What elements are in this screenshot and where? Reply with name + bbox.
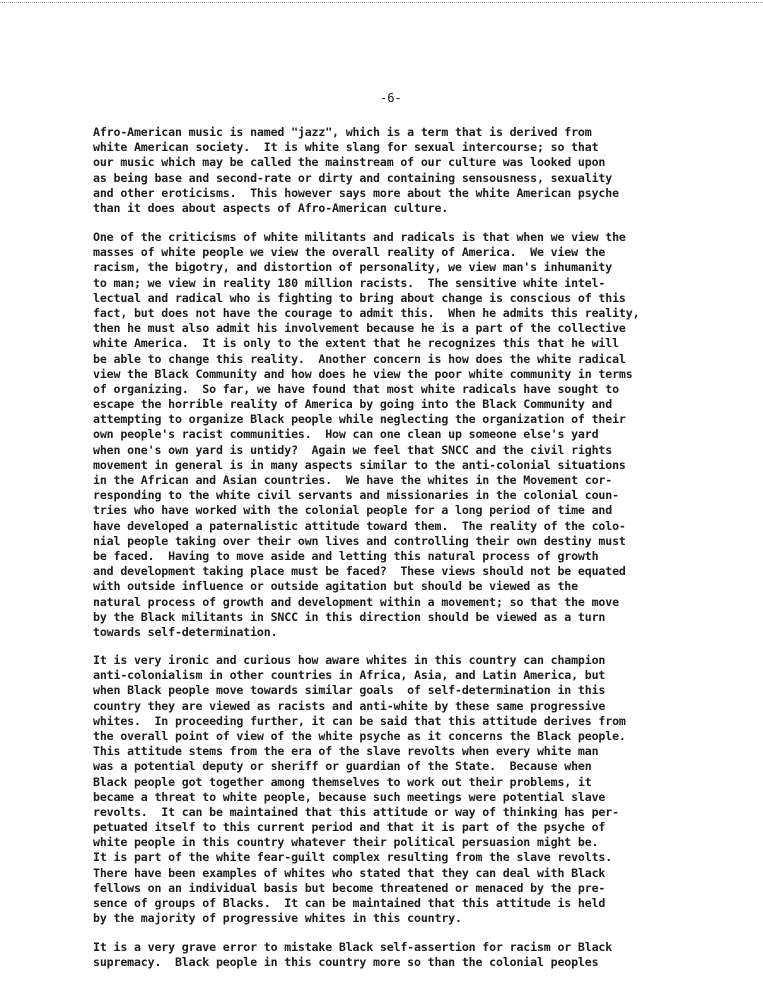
text-line: when one's own yard is untidy? Again we feel that SNCC and the civil rights	[93, 442, 613, 457]
text-line: the overall point of view of the white psyche as it concerns the Black people.	[93, 728, 626, 743]
paragraph-4	[93, 940, 612, 970]
text-line: fellows on an individual basis but become threatened or menaced by the pre-	[93, 880, 606, 895]
text-line: country they are viewed as racists and anti-white by these same progressive	[93, 698, 606, 713]
text-line: There have been examples of whites who stated that they can deal with Black	[93, 865, 606, 880]
text-line: and development taking place must be faced? These views should not be equated	[93, 564, 626, 579]
text-line: to man; we view in reality 180 million racists. The sensitive white intel-	[93, 275, 606, 290]
text-line: attempting to organize Black people while neglecting the organization of their	[93, 412, 626, 427]
page-top-edge	[0, 2, 763, 3]
paragraph-3	[93, 653, 626, 926]
text-line: and other eroticisms. This however says more about the white American psyche	[93, 185, 619, 200]
text-line: natural process of growth and development within a movement; so that the move	[93, 594, 619, 609]
text-line: It is a very grave error to mistake Black self-assertion for racism or Black	[93, 940, 613, 954]
text-line: lectual and radical who is fighting to bring about change is conscious of this	[93, 290, 626, 305]
text-line: be able to change this reality. Another concern is how does the white radical	[93, 351, 626, 366]
text-line: Afro-American music is named "jazz", which is a term that is derived from	[93, 125, 592, 139]
paragraph-2	[93, 230, 639, 640]
text-line: became a threat to white people, because such meetings were potential slave	[93, 789, 606, 804]
text-line: by the Black militants in SNCC in this direction should be viewed as a turn	[93, 609, 606, 624]
text-line: own people's racist communities. How can one clean up someone else's yard	[93, 427, 599, 442]
text-line: towards self-determination.	[93, 624, 278, 639]
text-line: racism, the bigotry, and distortion of personality, we view man's inhumanity	[93, 260, 613, 275]
text-line: escape the horrible reality of America by going into the Black Community and	[93, 397, 613, 412]
text-line: It is very ironic and curious how aware whites in this country can champion	[93, 653, 606, 667]
text-line: This attitude stems from the era of the slave revolts when every white man	[93, 744, 599, 759]
text-line: then he must also admit his involvement because he is a part of the collective	[93, 321, 626, 336]
text-line: masses of white people we view the overall reality of America. We view the	[93, 245, 606, 260]
text-line: view the Black Community and how does he view the poor white community in terms	[93, 366, 633, 381]
text-line: sence of groups of Blacks. It can be maintained that this attitude is held	[93, 896, 606, 910]
text-line: fact, but does not have the courage to admit this. When he admits this reality,	[93, 305, 640, 320]
text-line: nial people taking over their own lives and controlling their own destiny must	[93, 533, 626, 548]
page-number: -6-	[380, 91, 402, 105]
text-line: white American society. It is white slang for sexual intercourse; so that	[93, 140, 599, 155]
text-line: than it does about aspects of Afro-American culture.	[93, 200, 449, 215]
text-line: tries who have worked with the colonial people for a long period of time and	[93, 503, 613, 518]
text-line: was a potential deputy or sheriff or guardian of the State. Because when	[93, 759, 592, 774]
text-line: as being base and second-rate or dirty and containing sensousness, sexuality	[93, 170, 613, 185]
text-line: be faced. Having to move aside and letting this natural process of growth	[93, 548, 599, 563]
paragraph-1	[93, 125, 619, 216]
text-line: white America. It is only to the extent that he recognizes this that he will	[93, 336, 619, 351]
text-line: One of the criticisms of white militants and radicals is that when we view the	[93, 230, 626, 244]
text-line: in the African and Asian countries. We have the whites in the Movement cor-	[93, 473, 613, 487]
text-line: white people in this country whatever their political persuasion might be.	[93, 835, 599, 850]
text-line: with outside influence or outside agitation but should be viewed as the	[93, 579, 578, 594]
text-line: our music which may be called the mainstream of our culture was looked upon	[93, 155, 606, 170]
text-line: movement in general is in many aspects similar to the anti-colonial situations	[93, 457, 626, 472]
text-line: by the majority of progressive whites in this country.	[93, 911, 462, 926]
text-line: responding to the white civil servants and missionaries in the colonial coun-	[93, 488, 619, 503]
text-line: have developed a paternalistic attitude toward them. The reality of the colo-	[93, 518, 626, 533]
text-line: supremacy. Black people in this country more so than the colonial peoples	[93, 955, 599, 970]
text-line: when Black people move towards similar goals of self-determination in this	[93, 683, 606, 698]
text-line: of organizing. So far, we have found that most white radicals have sought to	[93, 381, 619, 396]
text-line: It is part of the white fear-guilt complex resulting from the slave revolts.	[93, 850, 613, 865]
text-line: Black people got together among themselves to work out their problems, it	[93, 774, 592, 789]
text-line: revolts. It can be maintained that this attitude or way of thinking has per-	[93, 804, 619, 819]
text-line: petuated itself to this current period and that it is part of the psyche of	[93, 820, 606, 835]
text-line: whites. In proceeding further, it can be said that this attitude derives from	[93, 713, 626, 728]
text-line: anti-colonialism in other countries in Africa, Asia, and Latin America, but	[93, 668, 606, 683]
